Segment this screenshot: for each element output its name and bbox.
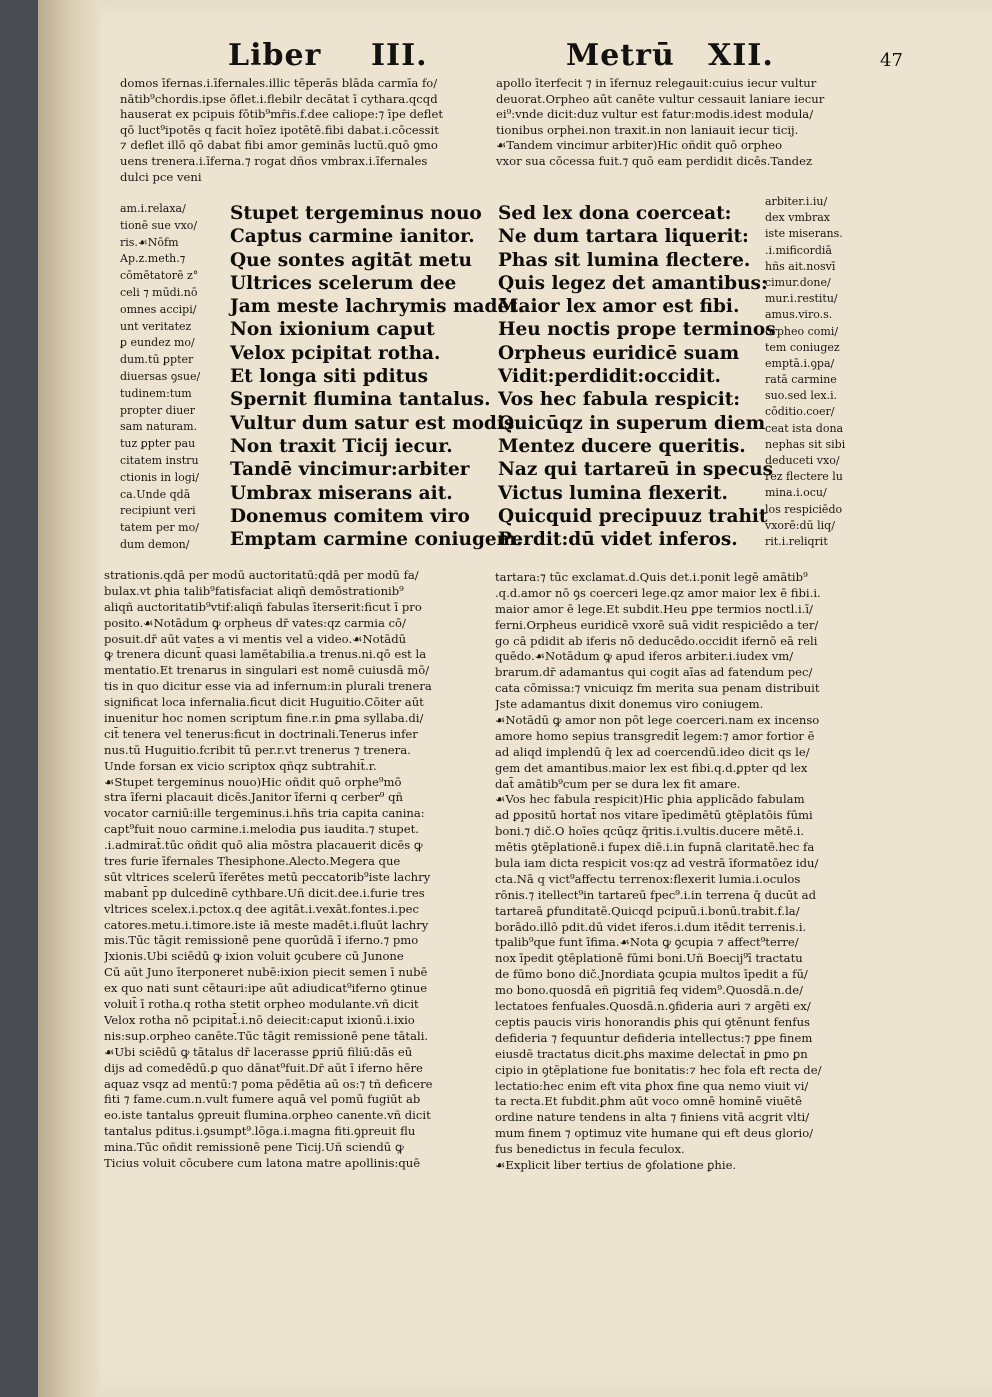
verse-line: Donemus comitem viro bbox=[230, 505, 470, 527]
verse-line: Naz qui tartareū in specus bbox=[498, 459, 774, 481]
margin-line: dum.tū ꝑpter bbox=[120, 353, 194, 367]
gloss-line: domos īfernas.i.īfernales.illic tēperās blāda carmīa fo/ bbox=[120, 76, 438, 90]
verse-column-right bbox=[498, 202, 776, 551]
margin-line: ctionis in logi/ bbox=[120, 470, 199, 484]
margin-line: sam naturam. bbox=[120, 420, 198, 434]
verse-line: Perdit:dū videt inferos. bbox=[498, 529, 738, 551]
verse-line: Ultrices scelerum dee bbox=[230, 272, 457, 294]
margin-line: ris.☙Nōfm bbox=[120, 235, 179, 249]
header-meter-word: Metrū bbox=[566, 38, 675, 73]
commentary-line: cit̄ tenera vel tenerus:ficut in doctrinali.Tenerus infer bbox=[104, 726, 418, 741]
commentary-line: lectatoes fenfuales.Quosdā.n.ꝯfideria auri ⁊ argēti ex/ bbox=[495, 999, 811, 1014]
commentary-line: nus.tū Huguitio.fcribit tū per.r.vt trenerus ⁊ trenera. bbox=[104, 742, 411, 757]
commentary-line: boni.⁊ dič.O hoīes qcūqz q̄ritis.i.vultis.ducere mētē.i. bbox=[495, 824, 805, 839]
commentary-line: capt⁹fuit nouo carmine.i.melodia ꝑus iaudita.⁊ stupet. bbox=[104, 822, 419, 837]
gloss-line: deuorat.Orpheo aūt canēte vultur cessauit laniare iecur bbox=[496, 91, 825, 106]
top-left-gloss bbox=[120, 76, 488, 185]
margin-line: tudinem:tum bbox=[120, 386, 192, 400]
commentary-line: tis in quo dicitur esse via ad infernum:in plurali trenera bbox=[104, 679, 432, 694]
commentary-line: .i.admirat̄.tūc oñdit quō alia mōstra placauerit dicēs ꝙ bbox=[104, 838, 423, 853]
commentary-line: tartareā ꝑfunditatē.Quicqd pcipuū.i.bonū.trabit.f.la/ bbox=[495, 903, 800, 918]
commentary-line: posito.☙Notādum ꝙ orpheus dr̄ vates:qz carmia cō/ bbox=[104, 615, 406, 630]
margin-line: .i.mificordiā bbox=[765, 243, 832, 257]
gloss-line: tionibus orphei.non traxit.in non laniauit iecur ticij. bbox=[496, 122, 799, 137]
bottom-right-commentary bbox=[495, 570, 877, 1174]
commentary-line: mis.Tūc tāgit remissionē pene quorūdā ī iferno.⁊ pmo bbox=[104, 933, 419, 948]
margin-line: dum demon/ bbox=[120, 537, 190, 551]
commentary-line: dat̄ amātib⁹cum per se dura lex fit amare. bbox=[495, 776, 741, 791]
commentary-line: maior amor ē lege.Et subdit.Heu ꝑpe termios noctl.i.ī/ bbox=[495, 601, 813, 616]
margin-line: am.i.relaxa/ bbox=[120, 202, 186, 215]
verse-line: Heu noctis prope terminos bbox=[498, 319, 776, 341]
verse-line: Non ixionium caput bbox=[230, 319, 435, 341]
commentary-line: mabant̄ pp dulcedinē cythbare.Uñ dicit.dee.i.furie tres bbox=[104, 885, 425, 900]
commentary-line: go cā pdidit ab iferis nō deducēdo.occidit ifernō eā reli bbox=[495, 633, 818, 648]
left-margin-gloss bbox=[120, 201, 218, 554]
margin-line: nephas sit sibi bbox=[765, 437, 846, 451]
gloss-line: nātib⁹chordis.ipse ōflet.i.flebilr decātat ī cythara.qcqd bbox=[120, 91, 438, 106]
commentary-line: ꝙ trenera dicunt̄ quasi lamētabilia.a trenus.ni.qō est la bbox=[104, 647, 427, 662]
commentary-line: brarum.dr̄ adamantus qui cogit aīas ad fatendum pec/ bbox=[495, 665, 813, 680]
header-book-number: III. bbox=[371, 38, 428, 73]
commentary-line: cipio in ꝯtēplatione fue bonitatis:⁊ hec fola eft recta de/ bbox=[495, 1062, 822, 1077]
verse-line: Ne dum tartara liquerit: bbox=[498, 226, 749, 248]
commentary-line: eo.iste tantalus ꝯpreuit flumina.orpheo canente.vñ dicit bbox=[104, 1108, 431, 1123]
commentary-line: Jste adamantus dixit donemus viro coniugem. bbox=[495, 697, 764, 712]
commentary-line: stra īferni placauit dicēs.Janitor īferni q cerber⁹ qñ bbox=[104, 790, 404, 805]
commentary-line: Jxionis.Ubi sciēdū ꝙ ixion voluit ꝯcubere cū Junone bbox=[104, 949, 404, 964]
margin-line: tem coniugez bbox=[765, 340, 840, 354]
commentary-line: bula iam dicta respicit vos:qz ad vestrā īformatōez idu/ bbox=[495, 856, 819, 871]
commentary-line: mum finem ⁊ optimuz vite humane qui eft deus glorio/ bbox=[495, 1126, 814, 1141]
commentary-line: voluit̄ ī rotha.q rotha stetit orpheo modulante.vñ dicit bbox=[104, 997, 419, 1012]
commentary-line: dijs ad comedēdū.ꝑ quo dānat⁹fuit.Dr̄ aūt ī iferno hēre bbox=[104, 1060, 423, 1075]
gloss-line: apollo īterfecit ⁊ in īfernuz relegauit:cuius iecur vultur bbox=[496, 76, 817, 90]
gloss-line: ☙Tandem vincimur arbiter)Hic oñdit quō orpheo bbox=[496, 138, 783, 153]
margin-line: cōmētatorē z° bbox=[120, 269, 199, 283]
header-meter-number: XII. bbox=[708, 38, 774, 73]
margin-line: dex vmbrax bbox=[765, 211, 830, 225]
verse-line: Orpheus euridicē suam bbox=[498, 342, 740, 364]
verse-line: Quicūqz in superum diem bbox=[498, 412, 766, 434]
margin-line: unt veritatez bbox=[120, 319, 192, 333]
verse-line: Non traxit Ticij iecur. bbox=[230, 435, 453, 457]
commentary-line: aliqñ auctoritatib⁹vtif:aliqñ fabulas īterserit:ficut ī pro bbox=[104, 599, 422, 614]
commentary-line: ☙Stupet tergeminus nouo)Hic oñdit quō orphe⁹mō bbox=[104, 774, 402, 789]
margin-line: recipiunt veri bbox=[120, 504, 196, 518]
margin-line: vxorē:dū liq/ bbox=[765, 518, 835, 532]
commentary-line: cata cōmissa:⁊ vnicuiqz fm merita sua penam distribuit bbox=[495, 681, 820, 696]
commentary-line: vocator carniū:ille tergeminus.i.hñs tria capita canina: bbox=[104, 806, 425, 821]
commentary-line: borādo.illō pdit.dū videt iferos.i.dum itēdit terrenis.i. bbox=[495, 919, 807, 934]
margin-line: arbiter.i.iu/ bbox=[765, 195, 828, 208]
margin-line: ꝑ eundez mo/ bbox=[120, 336, 195, 350]
commentary-line: ordine nature tendens in alta ⁊ finiens vitā acgrit vlti/ bbox=[495, 1110, 810, 1125]
margin-line: tuz ꝑpter pau bbox=[120, 437, 196, 451]
margin-line: ratā carmine bbox=[765, 373, 837, 387]
commentary-line: significat loca infernalia.ficut dicit Huguitio.Cōiter aūt bbox=[104, 695, 424, 710]
verse-line: Jam meste lachrymis madēt. bbox=[230, 296, 525, 318]
gloss-line: hauserat ex pcipuis fōtib⁹mr̄is.f.dee caliope:⁊ īpe deflet bbox=[120, 107, 444, 122]
gloss-line: ei⁹:vnde dicit:duz vultur est fatur:modis.idest modula/ bbox=[496, 107, 814, 122]
commentary-line: strationis.qdā per modū auctoritatū:qdā per modū fa/ bbox=[104, 568, 419, 582]
margin-line: cōditio.coer/ bbox=[765, 405, 835, 419]
gloss-line: dulci pce veni bbox=[120, 169, 202, 184]
margin-line: celi ⁊ mūdi.nō bbox=[120, 285, 198, 299]
commentary-line: eiusdē tractatus dicit.ꝑhs maxime delectat̄ in ꝑmo ꝑn bbox=[495, 1046, 808, 1061]
commentary-line: Velox rotha nō pcipitat̄.i.nō deiecit:caput ixionū.i.ixio bbox=[104, 1012, 415, 1027]
margin-line: hñs ait.nosvī bbox=[765, 259, 836, 273]
commentary-line: ta recta.Et fubdit.ꝑhm aūt voco omnē hominē viuētē bbox=[495, 1094, 803, 1109]
commentary-line: tartara:⁊ tūc exclamat.d.Quis det.i.ponit legē amātib⁹ bbox=[495, 570, 808, 584]
top-right-gloss bbox=[496, 76, 868, 170]
right-margin-gloss bbox=[765, 194, 871, 550]
verse-line: Vos hec fabula respicit: bbox=[498, 389, 741, 411]
commentary-line: nox īpedit ꝯtēplationē fūmi boni.Uñ Boecij⁹ī tractatu bbox=[495, 951, 803, 966]
commentary-line: mina.Tūc oñdit remissionē pene Ticij.Uñ sciendū ꝙ bbox=[104, 1140, 404, 1155]
commentary-line: fus benedictus in fecula feculox. bbox=[495, 1142, 685, 1157]
verse-line: Vultur dum satur est modis: bbox=[230, 412, 522, 434]
commentary-line: mentatio.Et trenarus in singulari est nomē cuiusdā mō/ bbox=[104, 663, 430, 678]
commentary-line: ☙Ubi sciēdū ꝙ tātalus dr̄ lacerasse ꝑpriū filiū:dās eū bbox=[104, 1044, 413, 1059]
commentary-line: amore homo sepius transgredit̄ legem:⁊ amor fortior ē bbox=[495, 728, 815, 743]
margin-line: ca.Unde qdā bbox=[120, 487, 191, 501]
commentary-line: Ticius voluit cōcubere cum latona matre apollinis:quē bbox=[104, 1155, 421, 1170]
verse-line: Umbrax miserans ait. bbox=[230, 482, 453, 504]
gloss-line: qō luct⁹ipotēs q facit hoīez ipotētē.fibi dabat.i.cōcessit bbox=[120, 122, 439, 137]
verse-line: Spernit flumina tantalus. bbox=[230, 389, 491, 411]
margin-line: cimur.done/ bbox=[765, 275, 831, 289]
verse-line: Captus carmine ianitor. bbox=[230, 226, 475, 248]
commentary-line: nis:sup.orpheo canēte.Tūc tāgit remissionē pene tātali. bbox=[104, 1028, 429, 1043]
margin-line: suo.sed lex.i. bbox=[765, 389, 838, 403]
gloss-line: uens trenera.i.īferna.⁊ rogat dños vmbrax.i.īfernales bbox=[120, 153, 428, 168]
margin-line: propter diuer bbox=[120, 403, 196, 417]
margin-line: tatem per mo/ bbox=[120, 521, 199, 535]
margin-line: amus.viro.s. bbox=[765, 308, 833, 322]
margin-line: diuersas ꝯsue/ bbox=[120, 369, 201, 383]
book-page bbox=[38, 0, 992, 1397]
bottom-left-commentary bbox=[104, 568, 494, 1172]
verse-line: Et longa siti pditus bbox=[230, 366, 429, 388]
commentary-line: mo bono.quosdā eñ pigritiā feq videm⁹.Quosdā.n.de/ bbox=[495, 983, 803, 998]
commentary-line: tantalus pditus.i.ꝯsumpt⁹.lōga.i.magna fiti.ꝯpreuit flu bbox=[104, 1124, 416, 1139]
margin-line: ceat ista dona bbox=[765, 421, 844, 435]
verse-line: Mentez ducere queritis. bbox=[498, 435, 746, 457]
margin-line: tionē sue vxo/ bbox=[120, 218, 198, 232]
colophon-line: ☙Explicit liber tertius de ꝯfolatione ꝑhie. bbox=[495, 1157, 737, 1172]
commentary-line: ☙Vos hec fabula respicit)Hic ꝑhia applicādo fabulam bbox=[495, 792, 805, 807]
margin-line: citatem instru bbox=[120, 453, 199, 467]
verse-line: Quis legez det amantibus: bbox=[498, 272, 768, 294]
margin-line: rit.i.reliqrit bbox=[765, 534, 828, 548]
verse-line: Victus lumina flexerit. bbox=[498, 482, 728, 504]
commentary-line: tpalib⁹que funt īfima.☙Nota ꝙ ꝯcupia ⁊ affect⁹terre/ bbox=[495, 935, 799, 950]
commentary-line: gem det amantibus.maior lex est fibi.q.d.ꝑpter qd lex bbox=[495, 760, 808, 775]
verse-line: Que sontes agitāt metu bbox=[230, 249, 472, 271]
commentary-line: bulax.vt ꝑhia talib⁹fatisfaciat aliqñ demōstrationib⁹ bbox=[104, 583, 404, 598]
commentary-line: rōnis.⁊ itellect⁹in tartareū fpec⁹.i.in terrena q̄ ducūt ad bbox=[495, 887, 817, 902]
margin-line: iste miserans. bbox=[765, 227, 843, 241]
margin-line: mina.i.ocu/ bbox=[765, 486, 827, 500]
commentary-line: ad aliqd implendū q̄ lex ad coercendū.ideo dicit qs le/ bbox=[495, 744, 810, 759]
commentary-line: ceptis paucis viris honorandis ꝑhis qui ꝯtēnunt fenfus bbox=[495, 1014, 810, 1029]
margin-line: rez flectere lu bbox=[765, 470, 843, 484]
verse-line: Vidit:perdidit:occidit. bbox=[498, 366, 721, 388]
commentary-line: cta.Nā q vict⁹affectu terrenox:flexerit lumia.i.oculos bbox=[495, 871, 801, 886]
commentary-line: Unde forsan ex vicio scriptox qñqz subtrahit̄.r. bbox=[104, 758, 377, 773]
commentary-line: sūt vltrices scelerū īferētes metū peccatorib⁹iste lachry bbox=[104, 869, 431, 884]
commentary-line: aquaz vsqz ad mentū:⁊ poma pēdētia aū os:⁊ tñ deficere bbox=[104, 1076, 433, 1091]
commentary-line: defideria ⁊ fequuntur defideria intellectus:⁊ ꝑpe finem bbox=[495, 1030, 813, 1045]
margin-line: deduceti vxo/ bbox=[765, 454, 840, 467]
margin-line: orpheo comi/ bbox=[765, 324, 839, 338]
commentary-line: inuenitur hoc nomen scriptum fine.r.in ꝑma syllaba.di/ bbox=[104, 711, 424, 726]
commentary-line: quēdo.☙Notādum ꝙ apud iferos arbiter.i.iudex vm/ bbox=[495, 649, 794, 664]
commentary-line: lectatio:hec enim eft vita ꝑhox fine qua nemo viuit vi/ bbox=[495, 1078, 809, 1093]
commentary-line: .q.d.amor nō ꝯs coerceri lege.qz amor maior lex ē fibi.i. bbox=[495, 585, 821, 600]
margin-line: omnes accipi/ bbox=[120, 302, 197, 316]
verse-line: Maior lex amor est fibi. bbox=[498, 296, 740, 318]
commentary-line: Cū aūt Juno īterponeret nubē:ixion piecit semen ī nubē bbox=[104, 965, 428, 980]
page-gutter bbox=[38, 0, 100, 1397]
verse-line: Quicquid precipuuz trahit bbox=[498, 505, 768, 527]
commentary-line: vltrices scelex.i.pctox.q dee agitāt.i.vexāt.fontes.i.pec bbox=[104, 901, 419, 916]
page-number: 47 bbox=[880, 50, 903, 71]
margin-line: Ap.z.meth.⁊ bbox=[120, 252, 186, 266]
gloss-line: vxor sua cōcessa fuit.⁊ quō eam perdidit dicēs.Tandez bbox=[496, 153, 813, 168]
verse-line: Stupet tergeminus nouo bbox=[230, 203, 482, 224]
verse-column-left bbox=[230, 202, 525, 551]
commentary-line: fiti ⁊ fame.cum.n.vult fumere aquā vel pomū fugiūt ab bbox=[104, 1092, 421, 1107]
commentary-line: de fūmo bono dič.Jnordiata ꝯcupia multos īpedit a fū/ bbox=[495, 967, 808, 982]
commentary-line: ex quo nati sunt cētauri:ipe aūt adiudicat⁹iferno ꝯtinue bbox=[104, 981, 428, 996]
commentary-line: tres furie īfernales Thesiphone.Alecto.Megera que bbox=[104, 854, 401, 869]
header-liber: Liber bbox=[228, 38, 322, 73]
commentary-line: ad ꝑpositū hortat̄ nos vitare īpedimētū ꝯtēplatōis fūmi bbox=[495, 808, 813, 823]
verse-line: Emptam carmine coniugem. bbox=[230, 529, 523, 551]
gloss-line: ⁊ deflet illō qō dabat fibi amor geminās luctū.quō ꝯmo bbox=[120, 138, 438, 153]
commentary-line: mētis ꝯtēplationē.i fupex diē.i.in fupnā claritatē.hec fa bbox=[495, 840, 815, 855]
margin-line: los respiciēdo bbox=[765, 502, 843, 516]
margin-line: mur.i.restitu/ bbox=[765, 292, 838, 306]
verse-line: Tandē vincimur:arbiter bbox=[230, 459, 470, 481]
verse-line: Sed lex dona coerceat: bbox=[498, 203, 732, 224]
commentary-line: ferni.Orpheus euridicē vxorē suā vidit respiciēdo a ter/ bbox=[495, 617, 819, 632]
margin-line: emptā.i.ꝯpa/ bbox=[765, 356, 835, 370]
commentary-line: ☙Notādū ꝙ amor non pōt lege coerceri.nam ex incenso bbox=[495, 713, 820, 728]
verse-line: Velox pcipitat rotha. bbox=[230, 342, 441, 364]
commentary-line: posuit.dr̄ aūt vates a vi mentis vel a video.☙Notādū bbox=[104, 631, 407, 646]
verse-line: Phas sit lumina flectere. bbox=[498, 249, 751, 271]
commentary-line: catores.metu.i.timore.iste iā meste madēt.i.fluūt lachry bbox=[104, 917, 429, 932]
